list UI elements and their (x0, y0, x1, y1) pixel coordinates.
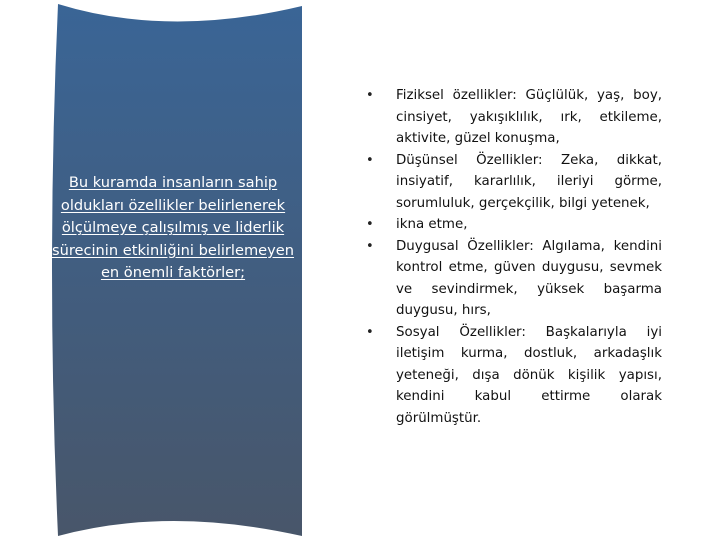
feature-list-area (358, 85, 662, 429)
feature-list (358, 85, 662, 429)
list-item-text: ikna etme, (396, 217, 468, 232)
bullet-icon: • (366, 88, 374, 103)
list-item (358, 322, 662, 430)
bullet-icon: • (366, 324, 374, 340)
list-item (358, 150, 662, 215)
list-item-text: Fiziksel özellikler: Güçlülük, yaş, boy, cinsiyet, yakışıklılık, ırk, etkileme, aktivite, güzel konuşma, (396, 88, 662, 146)
bullet-icon: • (366, 152, 374, 168)
panel-heading-text: Bu kuramda insanların sahip oldukları özellikler belirlenerek ölçülmeye çalışılmış ve liderlik sürecinin etkinliğini belirlemeyen en önemli faktörler; (51, 174, 295, 282)
list-item (358, 85, 662, 150)
bullet-icon: • (366, 238, 374, 254)
bullet-icon: • (366, 217, 374, 232)
list-item-text: Duygusal Özellikler: Algılama, kendini kontrol etme, güven duygusu, sevmek ve sevindirmek, yüksek başarma duygusu, hırs, (396, 238, 662, 318)
list-item (358, 236, 662, 322)
list-item-text: Sosyal Özellikler: Başkalarıyla iyi iletişim kurma, dostluk, arkadaşlık yeteneği, dışa dönük kişilik yapısı, kendini kabul ettirme olarak görülmüştür. (396, 324, 662, 426)
left-text-panel (40, 0, 306, 540)
list-item-text: Düşünsel Özellikler: Zeka, dikkat, insiyatif, kararlılık, ileriyi görme, sorumluluk, gerçekçilik, bilgi yetenek, (396, 152, 662, 211)
list-item (358, 214, 662, 236)
